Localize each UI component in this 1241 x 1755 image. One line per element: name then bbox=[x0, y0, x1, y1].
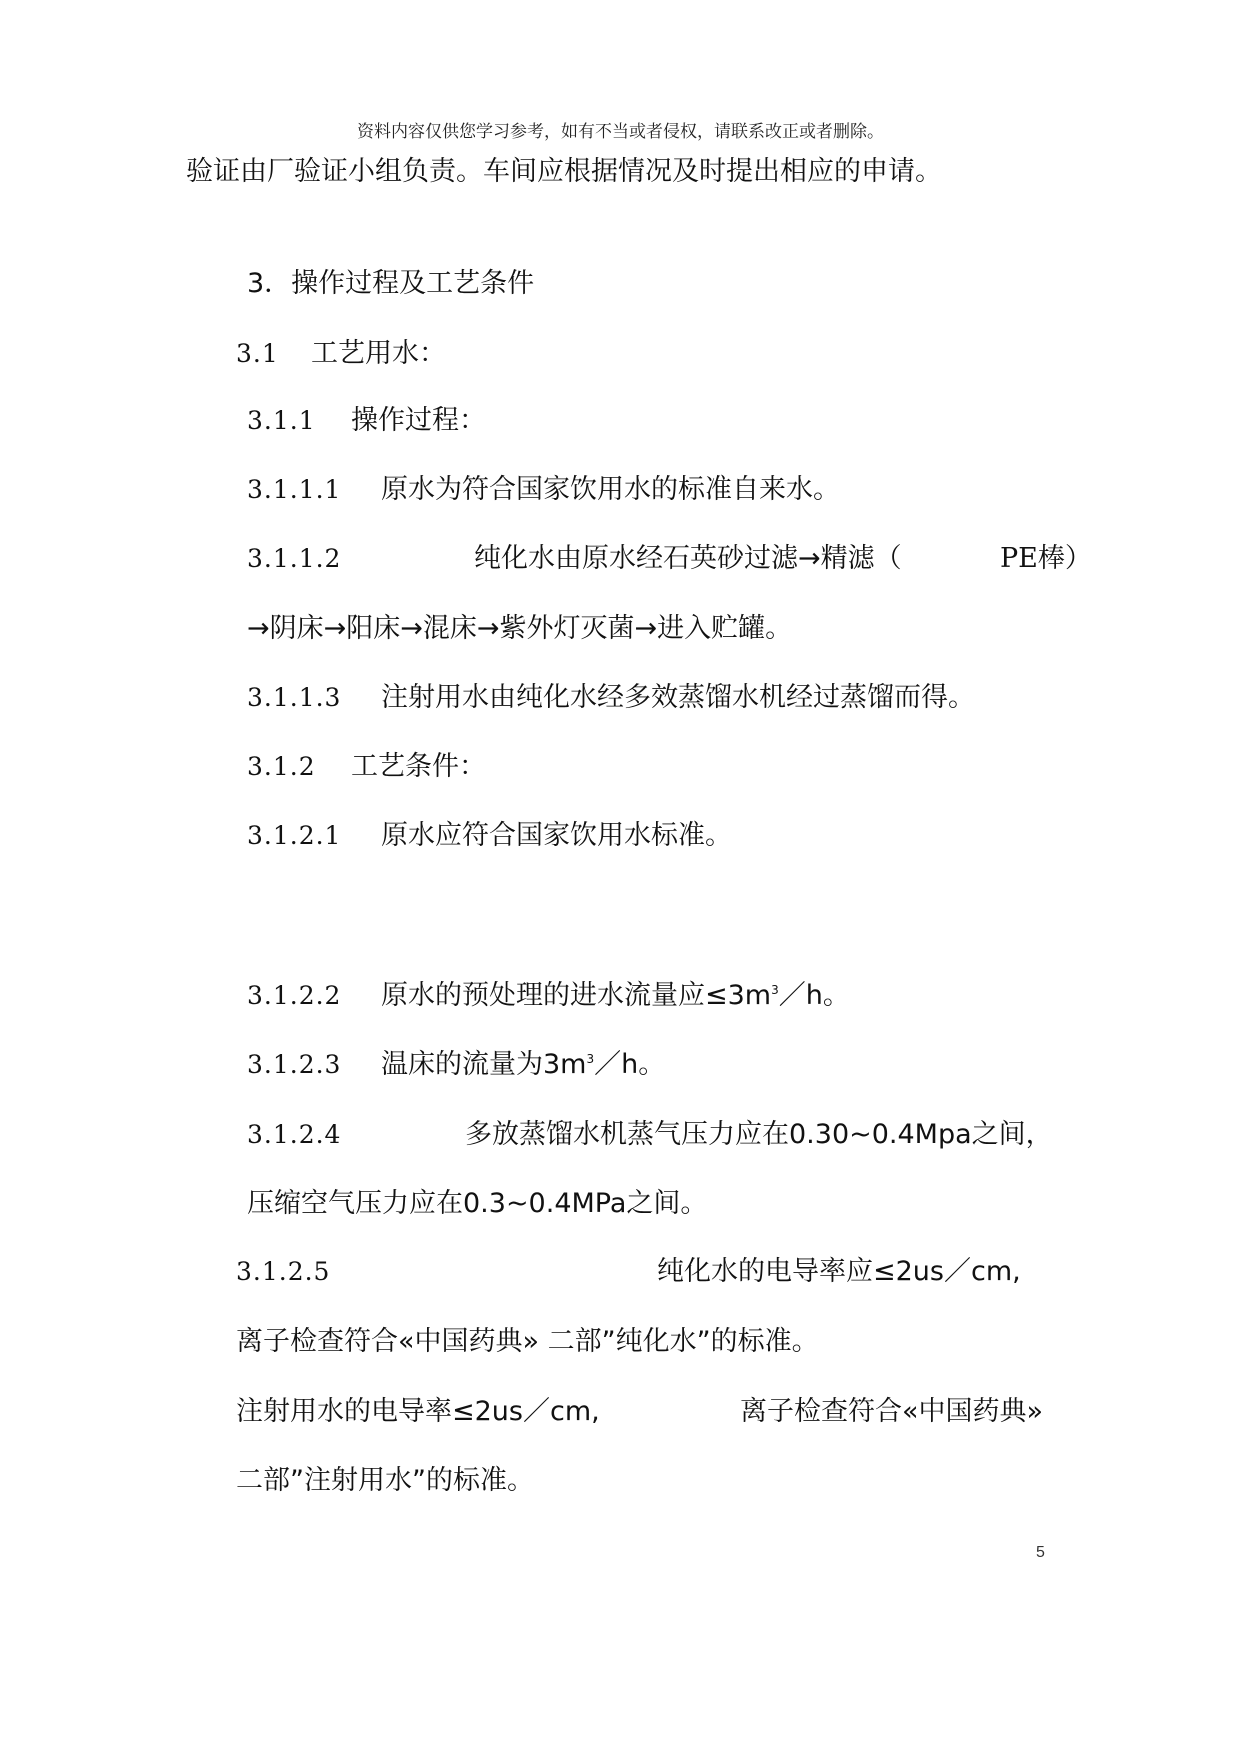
section-3-1-2-number: 3.1.2 bbox=[247, 752, 316, 781]
section-3-heading: 3．操作过程及工艺条件 bbox=[247, 268, 535, 299]
section-3-1-1-1-text: 原水为符合国家饮用水的标准自来水。 bbox=[381, 474, 840, 505]
section-3-1-1-2-text: 纯化水由原水经石英砂过滤→精滤（ bbox=[474, 543, 902, 574]
section-3-1-2-4-continuation: 压缩空气压力应在0.3~0.4MPa之间。 bbox=[247, 1188, 708, 1219]
injection-water-conductivity: 注射用水的电导率≤2us／cm, bbox=[236, 1396, 600, 1427]
section-3-1-2-5-text: 纯化水的电导率应≤2us／cm, bbox=[657, 1256, 1021, 1287]
section-3-1-2-3-main: 温床的流量为3m bbox=[381, 1049, 587, 1080]
header-disclaimer: 资料内容仅供您学习参考，如有不当或者侵权，请联系改正或者删除。 bbox=[357, 122, 884, 142]
section-3-1-1-1-number: 3.1.1.1 bbox=[247, 475, 342, 504]
section-3-1-1-3-text: 注射用水由纯化水经多效蒸馏水机经过蒸馏而得。 bbox=[381, 682, 975, 713]
section-3-1-title: 工艺用水： bbox=[311, 338, 446, 369]
section-3-1-2-1-number: 3.1.2.1 bbox=[247, 821, 342, 850]
section-3-1-2-2-text bbox=[381, 982, 850, 1009]
section-3-1-2-4-number: 3.1.2.4 bbox=[247, 1120, 342, 1149]
section-3-1-1-2-pe: PE棒） bbox=[1000, 543, 1092, 574]
section-3-1-2-4-text: 多放蒸馏水机蒸气压力应在0.30~0.4Mpa之间， bbox=[465, 1119, 1053, 1150]
section-3-1-2-2-tail: ／h。 bbox=[778, 980, 850, 1011]
section-3-1-2-3-tail: ／h。 bbox=[594, 1049, 666, 1080]
section-3-1-2-5-number: 3.1.2.5 bbox=[236, 1257, 331, 1286]
injection-water-ion-check: 离子检查符合«中国药典» bbox=[740, 1396, 1044, 1427]
section-3-1-2-5-continuation: 离子检查符合«中国药典» 二部”纯化水”的标准。 bbox=[236, 1326, 819, 1357]
section-3-1-2-2-main: 原水的预处理的进水流量应≤3m bbox=[381, 980, 772, 1011]
section-3-1-1-title: 操作过程： bbox=[351, 405, 486, 436]
section-3-1-2-1-text: 原水应符合国家饮用水标准。 bbox=[381, 820, 732, 851]
section-3-1-2-3-number: 3.1.2.3 bbox=[247, 1050, 342, 1079]
section-3-1-2-3-superscript: 3 bbox=[586, 1052, 595, 1066]
section-3-1-1-number: 3.1.1 bbox=[247, 406, 316, 435]
section-3-1-1-2-continuation: →阴床→阳床→混床→紫外灯灭菌→进入贮罐。 bbox=[247, 613, 793, 644]
section-3-1-number: 3.1 bbox=[236, 339, 279, 368]
section-3-1-1-2-number: 3.1.1.2 bbox=[247, 544, 342, 573]
section-3-1-2-3-text bbox=[381, 1051, 665, 1078]
section-3-1-1-3-number: 3.1.1.3 bbox=[247, 683, 342, 712]
section-3-1-2-2-number: 3.1.2.2 bbox=[247, 981, 342, 1010]
section-3-1-2-title: 工艺条件： bbox=[351, 751, 486, 782]
page-number: 5 bbox=[1036, 1544, 1045, 1561]
paragraph-verification: 验证由厂验证小组负责。车间应根据情况及时提出相应的申请。 bbox=[186, 156, 942, 187]
injection-water-continuation: 二部”注射用水”的标准。 bbox=[236, 1465, 534, 1496]
section-3-1-2-2-superscript: 3 bbox=[771, 983, 779, 997]
